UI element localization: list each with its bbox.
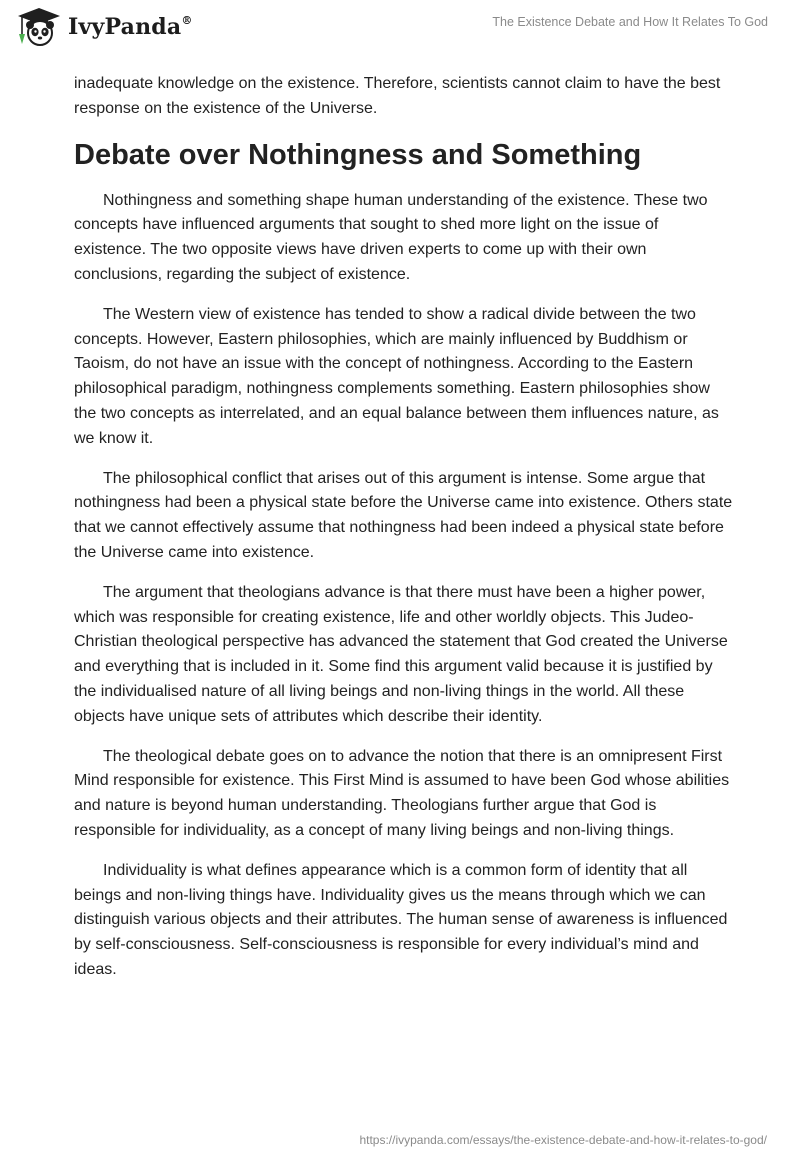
logo-wordmark: IvyPanda®	[68, 13, 193, 40]
essay-content	[74, 72, 734, 998]
paragraph: The Western view of existence has tended to show a radical divide between the two concepts. However, Eastern philosophies, which are mainly influenced by Buddhism or Taoism, do not have an issue with the concept of nothingness. According to the Eastern philosophical paradigm, nothingness complements something. Eastern philosophies show the two concepts as interrelated, and an equal balance between them influences nature, as we know it.	[74, 305, 719, 447]
source-url[interactable]: https://ivypanda.com/essays/the-existence-debate-and-how-it-relates-to-god/	[359, 1133, 767, 1147]
panda-graduation-icon	[16, 6, 62, 48]
paragraph: The philosophical conflict that arises out of this argument is intense. Some argue that nothingness had been a physical state before the Universe came into existence. Others state that we cannot effectively assume that nothingness had been indeed a physical state before the Universe came into existence.	[74, 469, 733, 561]
section-heading: Debate over Nothingness and Something	[74, 138, 642, 171]
ivypanda-logo[interactable]	[16, 6, 193, 48]
document-title: The Existence Debate and How It Relates To God	[492, 15, 768, 29]
page-header	[0, 0, 800, 64]
paragraph: Individuality is what defines appearance which is a common form of identity that all beings and non-living things have. Individuality gives us the means through which we can distinguish various objects and their attributes. The human sense of awareness is influenced by self-consciousness. Self-consciousness is responsible for every individual’s mind and ideas.	[74, 861, 728, 978]
paragraph: The theological debate goes on to advance the notion that there is an omnipresent First Mind responsible for existence. This First Mind is assumed to have been God whose abilities and nature is beyond human understanding. Theologians further argue that God is responsible for individuality, as a concept of many living beings and non-living things.	[74, 747, 730, 839]
intro-paragraph: inadequate knowledge on the existence. Therefore, scientists cannot claim to have the best response on the existence of the Universe.	[74, 75, 721, 117]
paragraph: Nothingness and something shape human understanding of the existence. These two concepts have influenced arguments that sought to shed more light on the issue of existence. The two opposite views have driven experts to come up with their own conclusions, regarding the subject of existence.	[74, 191, 708, 283]
paragraph: The argument that theologians advance is that there must have been a higher power, which was responsible for creating existence, life and other worldly objects. This Judeo-Christian theological perspective has advanced the statement that God created the Universe and everything that is included in it. Some find this argument valid because it is justified by the individualised nature of all living beings and non-living things in the world. All these objects have unique sets of attributes which describe their identity.	[74, 583, 728, 725]
